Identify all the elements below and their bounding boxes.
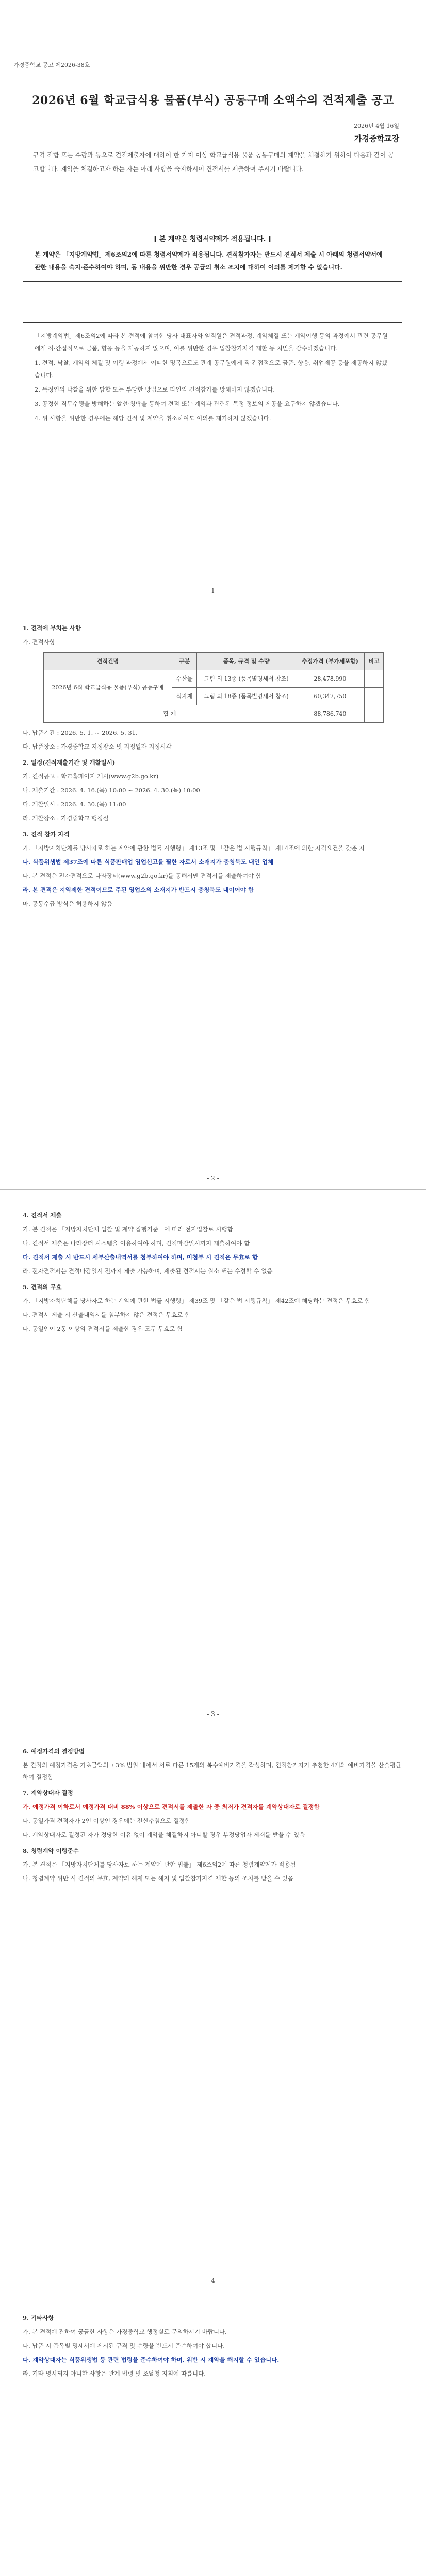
section-heading: 3. 견적 참가 자격	[23, 831, 70, 838]
section-item: 라. 전자견적서는 견적마감일시 전까지 제출 가능하며, 제출된 견적서는 취소 또는 수정할 수 없음	[23, 1267, 273, 1275]
integrity-notice-box	[23, 227, 402, 282]
announcement-date: 2026년 4월 16일	[354, 123, 399, 129]
section-item: 라. 기타 명시되지 아니한 사항은 관계 법령 및 조달청 지침에 따릅니다.	[23, 2370, 206, 2377]
section-items	[23, 618, 404, 912]
integrity-notice-text: 본 계약은 「지방계약법」제6조의2에 따른 청렴서약제가 적용됩니다. 견적참가자는 반드시 견적서 제출 시 아래의 청렴서약서에 관한 내용을 숙지·준수하여야 하며, 동 내용을 위반한 경우 공급의 취소 조치에 대하여 이의를 제기할 수 없습니다.	[35, 251, 383, 271]
section-heading: 1. 견적에 부치는 사항	[23, 624, 81, 632]
section-item: 가. 예정가격 이하로서 예정가격 대비 88% 이상으로 견적서를 제출한 자 중 최저가 견적자를 계약상대자로 결정함	[23, 1803, 320, 1810]
section-heading: 4. 견적서 제출	[23, 1212, 62, 1219]
section-heading: 8. 청렴계약 이행준수	[23, 1847, 79, 1854]
section-item: 마. 공동수급 방식은 허용하지 않음	[23, 900, 112, 907]
page-divider	[0, 1189, 426, 1190]
section-item: 가. 견적공고 : 학교홈페이지 게시(www.g2b.go.kr)	[23, 773, 159, 780]
section-item: 나. 납품 시 품목별 명세서에 제시된 규격 및 수량을 반드시 준수하여야 합니다.	[23, 2342, 225, 2349]
section-contract	[23, 1741, 404, 1887]
section-item: 가. 본 견적은 「지방자치단체 입찰 및 계약 집행기준」에 따라 전자입찰로 시행함	[23, 1226, 233, 1233]
items-table	[43, 652, 384, 723]
section-text: 본 견적의 예정가격은 기초금액의 ±3% 범위 내에서 서로 다른 15개의 복수예비가격을 작성하며, 견적참가자가 추첨한 4개의 예비가격을 산술평균하여 결정함	[23, 1761, 402, 1781]
issuer-block	[354, 122, 399, 144]
page-title: 2026년 6월 학교급식용 물품(부식) 공동구매 소액수의 견적제출 공고	[32, 94, 394, 107]
section-item: 나. 견적서 제출 시 산출내역서를 첨부하지 않은 견적은 무효로 함	[23, 1311, 191, 1318]
table-total-label: 합 계	[44, 705, 296, 723]
table-cell-spec: 그림 외 18종 (품목별명세서 참조)	[197, 688, 296, 705]
integrity-notice-title: [ 본 계약은 청렴서약제가 적용됩니다. ]	[154, 235, 271, 243]
section-heading: 7. 계약상대자 결정	[23, 1789, 73, 1797]
section-item: 다. 본 견적은 전자견적으로 나라장터(www.g2b.go.kr)를 통해서만 견적서를 제출하여야 함	[23, 872, 261, 879]
column-header: 비고	[364, 653, 383, 670]
table-cell-note	[364, 688, 383, 705]
column-header: 구분	[172, 653, 197, 670]
column-header: 추정가격 (부가세포함)	[296, 653, 364, 670]
section-subheading: 가. 견적사항	[23, 638, 55, 646]
table-total-value: 88,786,740	[296, 705, 364, 723]
table-total-row	[44, 705, 384, 723]
pledge-item: 1. 견적, 낙찰, 계약의 체결 및 이행 과정에서 어떠한 명목으로도 관계 공무원에게 직·간접적으로 금품, 향응, 취업제공 등을 제공하지 않겠습니다.	[35, 359, 387, 379]
page-number: - 2 -	[207, 1175, 219, 1182]
table-cell-note	[364, 670, 383, 688]
section-heading: 9. 기타사항	[23, 2314, 54, 2321]
section-item: 가. 「지방자치단체를 당사자로 하는 계약에 관한 법률 시행령」 제13조 및 「같은 법 시행규칙」 제14조에 의한 자격요건을 갖춘 자	[23, 844, 365, 852]
table-cell-spec: 그림 외 13종 (품목별명세서 참조)	[197, 670, 296, 688]
section-item: 가. 본 견적은 「지방자치단체를 당사자로 하는 계약에 관한 법률」 제6조의2에 따른 청렴계약제가 적용됨	[23, 1861, 296, 1868]
section-item: 라. 본 견적은 지역제한 견적이므로 주된 영업소의 소재지가 반드시 충청북도 내이어야 함	[23, 886, 254, 893]
section-heading: 2. 일정(견적제출기간 및 개찰일시)	[23, 759, 116, 766]
document-number: 가경중학교 공고 제2026-38호	[13, 62, 90, 69]
section-note: 나. 납품기간 : 2026. 5. 1. ~ 2026. 5. 31.	[23, 729, 138, 736]
integrity-pledge-text	[35, 330, 390, 425]
section-note: 다. 납품장소 : 가경중학교 지정장소 및 지정일자 지정시각	[23, 743, 172, 750]
section-item: 다. 동일인이 2통 이상의 견적서를 제출한 경우 모두 무효로 함	[23, 1325, 183, 1332]
section-item: 나. 제출기간 : 2026. 4. 16.(목) 10:00 ~ 2026. 4. 30.(목) 10:00	[23, 787, 200, 794]
section-item: 라. 개찰장소 : 가경중학교 행정실	[23, 815, 109, 822]
table-cell-note	[364, 705, 383, 723]
section-heading: 5. 견적의 무효	[23, 1283, 62, 1291]
section-item: 나. 견적서 제출은 나라장터 시스템을 이용하여야 하며, 견적마감일시까지 제출하여야 함	[23, 1240, 250, 1247]
page-number: - 1 -	[207, 587, 219, 595]
column-header: 품목, 규격 및 수량	[197, 653, 296, 670]
pledge-item: 3. 공정한 직무수행을 방해하는 알선·청탁을 통하여 견적 또는 계약과 관련된 특정 정보의 제공을 요구하지 않겠습니다.	[35, 400, 340, 408]
table-cell-price: 60,347,750	[296, 688, 364, 705]
column-header: 견적건명	[44, 653, 172, 670]
section-item: 다. 계약상대자로 결정된 자가 정당한 이유 없이 계약을 체결하지 아니할 경우 부정당업자 제재를 받을 수 있음	[23, 1831, 305, 1838]
section-item: 다. 계약상대자는 식품위생법 등 관련 법령을 준수하여야 하며, 위반 시 계약을 해지할 수 있습니다.	[23, 2356, 280, 2363]
integrity-pledge-box	[23, 322, 402, 538]
page-number: - 4 -	[207, 2277, 219, 2284]
section-item: 나. 청렴계약 위반 시 견적의 무효, 계약의 해제 또는 해지 및 입찰참가자격 제한 등의 조치를 받을 수 있음	[23, 1875, 293, 1882]
section-item: 가. 본 견적에 관하여 궁금한 사항은 가경중학교 행정실로 문의하시기 바랍니다.	[23, 2328, 227, 2335]
issuer-name: 가경중학교장	[354, 134, 399, 143]
page-number: - 3 -	[207, 1710, 219, 1718]
table-cell-name: 2026년 6월 학교급식용 물품(부식) 공동구매	[44, 670, 172, 705]
table-header-row	[44, 653, 384, 670]
section-item: 다. 견적서 제출 시 반드시 세부산출내역서를 첨부하여야 하며, 미첨부 시 견적은 무효로 함	[23, 1253, 258, 1261]
section-heading: 6. 예정가격의 결정방법	[23, 1748, 85, 1755]
table-cell-type: 수산물	[172, 670, 197, 688]
pledge-item: 2. 특정인의 낙찰을 위한 담합 또는 부당한 방법으로 타인의 견적참가를 방해하지 않겠습니다.	[35, 386, 275, 393]
section-item: 나. 동일가격 견적자가 2인 이상인 경우에는 전산추첨으로 결정함	[23, 1817, 191, 1824]
pledge-paragraph: 「지방계약법」제6조의2에 따라 본 견적에 참여한 당사 대표자와 임직원은 견적과정, 계약체결 또는 계약이행 등의 과정에서 관련 공무원에게 직·간접적으로 금품, 향응 등을 제공하지 않으며, 이를 위반한 경우 입찰참가자격 제한 등 처벌을 감수하겠습니다.	[35, 332, 388, 352]
table-cell-type: 식자재	[172, 688, 197, 705]
section-item: 가. 「지방자치단체를 당사자로 하는 계약에 관한 법률 시행령」 제39조 및 「같은 법 시행규칙」 제42조에 해당하는 견적은 무효로 함	[23, 1297, 371, 1304]
intro-paragraph: 규격 적합 또는 수량과 등으로 견적제출자에 대하여 한 가지 이상 학교급식용 물품 공동구매의 계약을 체결하기 위하여 다음과 같이 공고합니다. 계약을 체결하고자 하는 자는 아래 사항을 숙지하시어 견적서를 제출하여 주시기 바랍니다.	[33, 151, 394, 173]
table-cell-price: 28,478,990	[296, 670, 364, 688]
section-item: 다. 개찰일시 : 2026. 4. 30.(목) 11:00	[23, 801, 126, 808]
section-misc	[23, 2308, 404, 2382]
section-item: 나. 식품위생법 제37조에 따른 식품판매업 영업신고를 필한 자로서 소재지가 충청북도 내인 업체	[23, 858, 274, 866]
section-submission	[23, 1206, 404, 1337]
pledge-item: 4. 위 사항을 위반한 경우에는 해당 견적 및 계약을 취소하여도 이의를 제기하지 않겠습니다.	[35, 415, 271, 422]
table-row	[44, 670, 384, 688]
